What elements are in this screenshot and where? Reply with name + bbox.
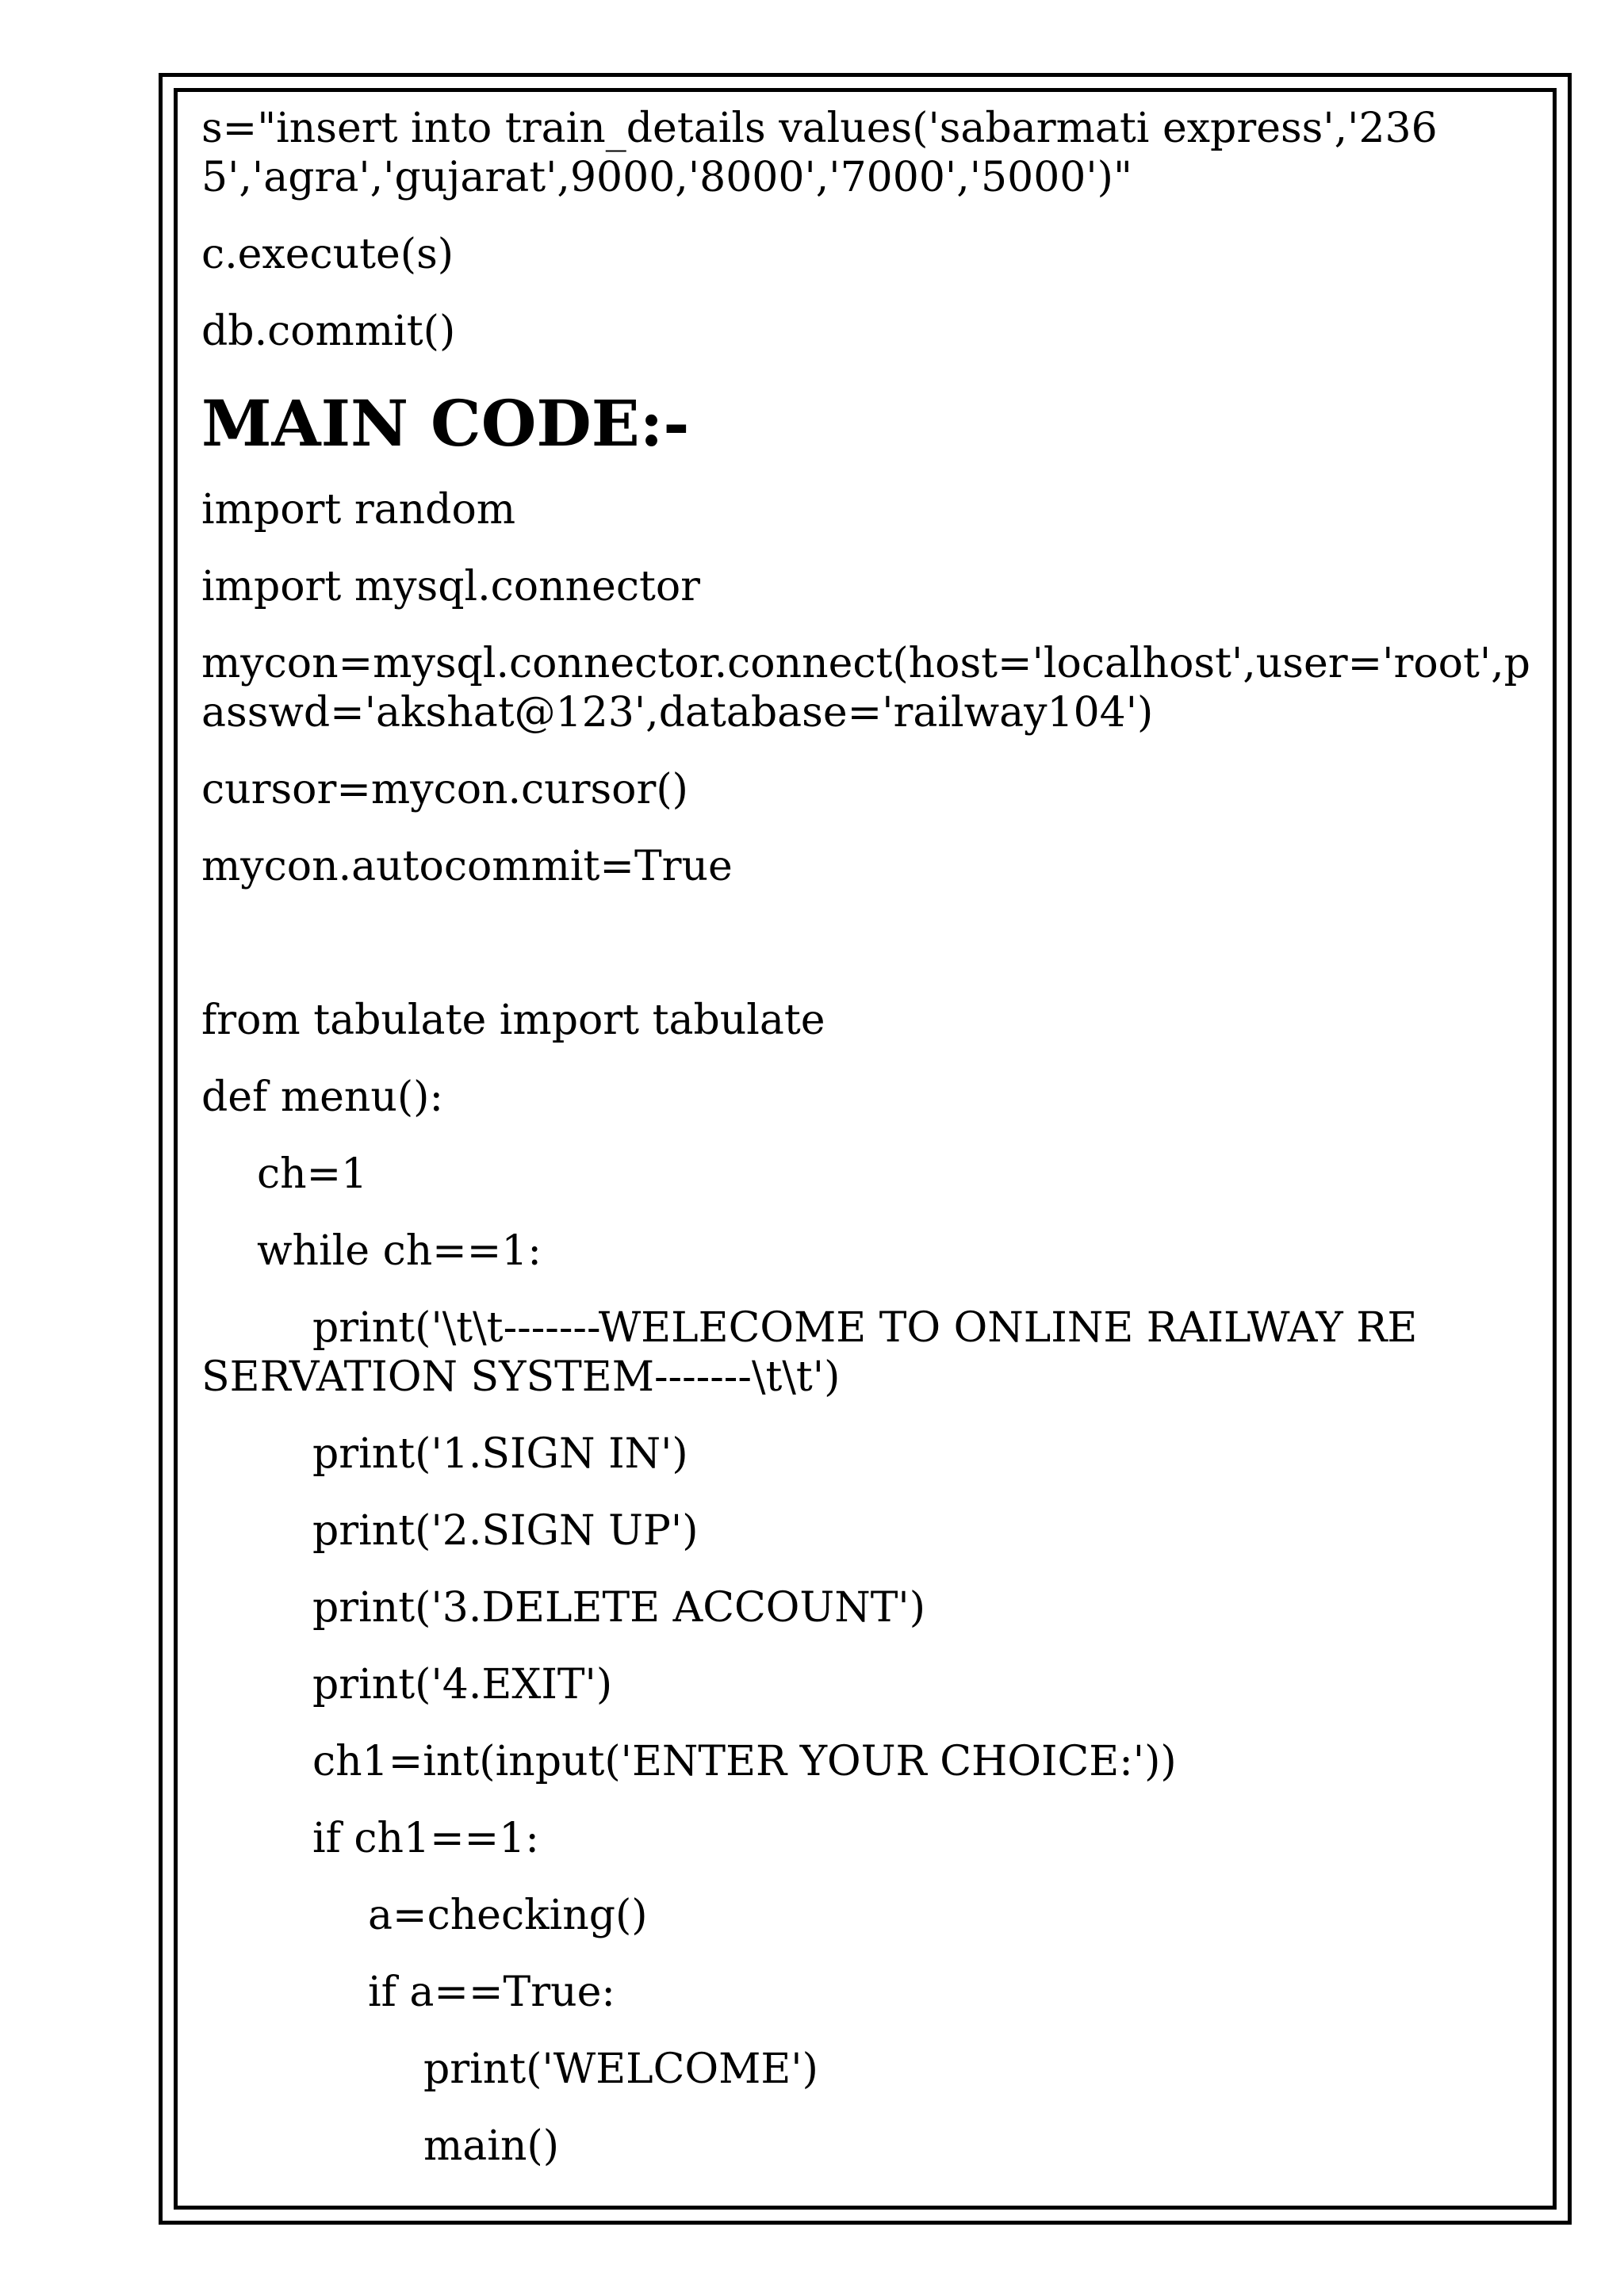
code-line: ch=1 bbox=[257, 1150, 368, 1198]
code-line: print('1.SIGN IN') bbox=[312, 1430, 688, 1478]
page-border-outer bbox=[159, 73, 1572, 2225]
section-heading: MAIN CODE:- bbox=[201, 386, 690, 461]
code-line: def menu(): bbox=[201, 1073, 443, 1121]
code-line: print('4.EXIT') bbox=[312, 1661, 613, 1709]
code-line: if a==True: bbox=[368, 1969, 615, 2016]
code-line: print('3.DELETE ACCOUNT') bbox=[312, 1584, 926, 1632]
code-line: a=checking() bbox=[368, 1892, 648, 1939]
code-line: if ch1==1: bbox=[312, 1815, 539, 1862]
code-line: mycon=mysql.connector.connect(host='localhost',user='root',passwd='akshat@123',database='railway104') bbox=[201, 640, 1530, 737]
code-content bbox=[201, 104, 1534, 2198]
code-line: print('WELCOME') bbox=[423, 2045, 818, 2093]
code-line: ch1=int(input('ENTER YOUR CHOICE:')) bbox=[312, 1738, 1177, 1785]
code-line: mycon.autocommit=True bbox=[201, 843, 733, 890]
code-line: import mysql.connector bbox=[201, 563, 701, 610]
code-line: print('\t\t-------WELECOME TO ONLINE RAILWAY RESERVATION SYSTEM-------\t\t') bbox=[201, 1304, 1418, 1401]
blank-line bbox=[201, 919, 1534, 968]
code-line: import random bbox=[201, 486, 516, 534]
code-line: from tabulate import tabulate bbox=[201, 997, 825, 1044]
code-line: while ch==1: bbox=[257, 1227, 542, 1275]
code-line: db.commit() bbox=[201, 308, 456, 355]
code-line: c.execute(s) bbox=[201, 231, 454, 278]
code-line: s="insert into train_details values('sabarmati express','2365','agra','gujarat',9000,'8000','7000','5000')" bbox=[201, 105, 1438, 201]
code-line: print('2.SIGN UP') bbox=[312, 1507, 699, 1555]
code-line: main() bbox=[423, 2122, 560, 2170]
code-line: cursor=mycon.cursor() bbox=[201, 766, 688, 813]
